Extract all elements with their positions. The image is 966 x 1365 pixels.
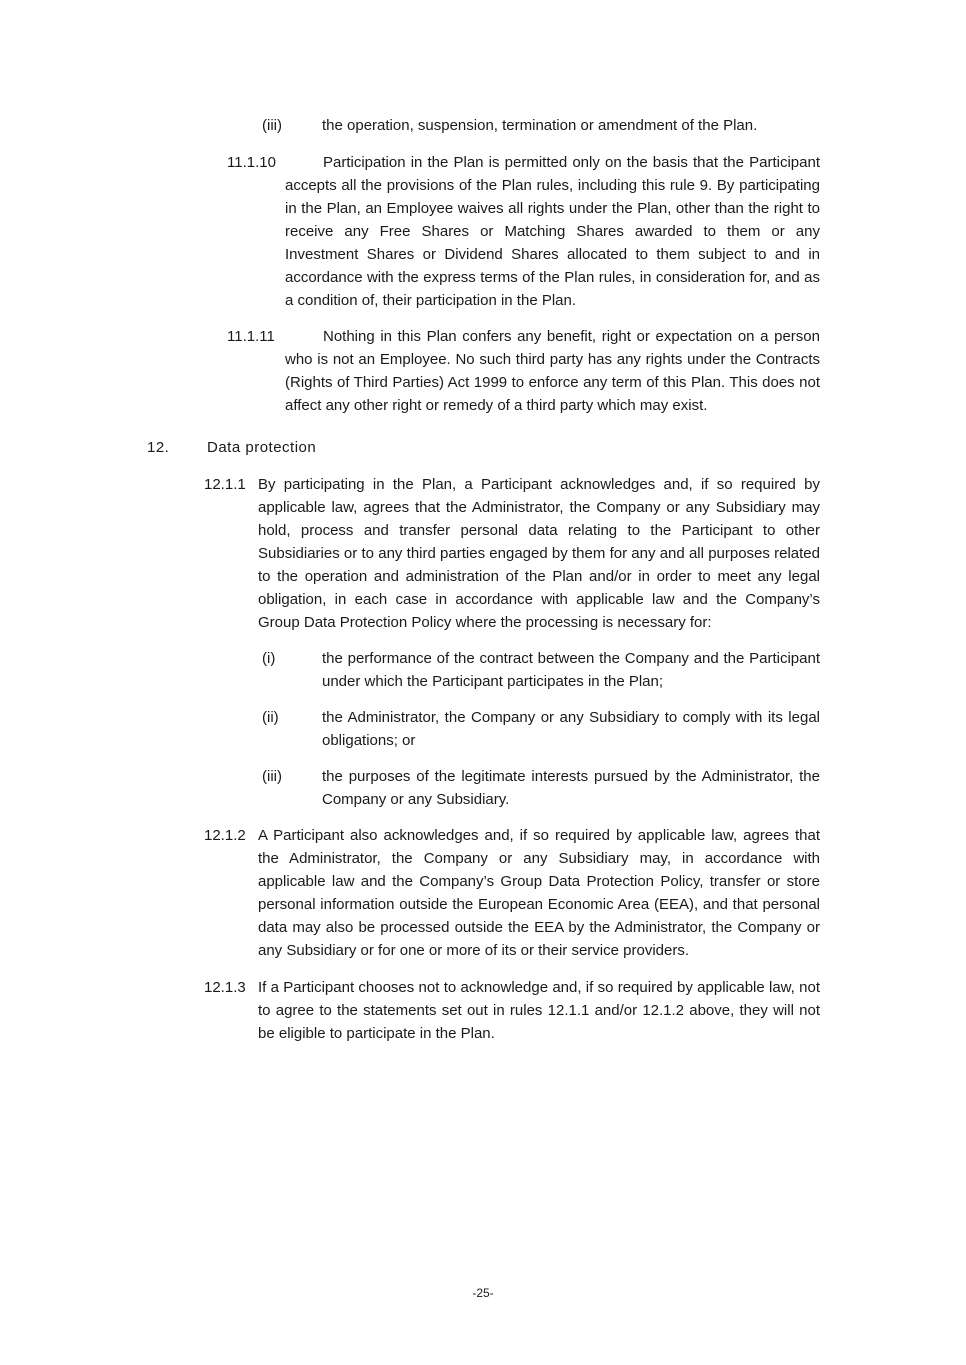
list-marker: (i): [262, 650, 276, 667]
list-marker: (ii): [262, 709, 279, 726]
section-heading-12: [147, 436, 820, 459]
clause-number: 12.1.2: [204, 827, 246, 844]
list-marker: (iii): [262, 768, 282, 785]
clause-11-1-10: [227, 151, 820, 312]
clause-12-1-1: [204, 473, 820, 634]
list-text: the purposes of the legitimate interests pursued by the Administrator, the Company or any Subsidiary.: [322, 768, 820, 808]
clause-number: 12.1.3: [204, 979, 246, 996]
list-item-ii: [262, 706, 820, 752]
list-text: the performance of the contract between the Company and the Participant under which the Participant participates in the Plan;: [322, 650, 820, 690]
clause-text: If a Participant chooses not to acknowledge and, if so required by applicable law, not to agree to the statements set out in rules 12.1.1 and/or 12.1.2 above, they will not be eligible to participate in the Plan.: [258, 979, 820, 1042]
clause-number: 11.1.11: [227, 328, 275, 345]
clause-text: Nothing in this Plan confers any benefit, right or expectation on a person who is not an Employee. No such third party has any rights under the Contracts (Rights of Third Parties) Act 1999 to enforce any term of this Plan. This does not affect any other right or remedy of a third party which may exist.: [285, 328, 820, 414]
section-title: Data protection: [207, 439, 317, 456]
clause-number: 12.1.1: [204, 476, 246, 493]
clause-number: 11.1.10: [227, 154, 276, 171]
section-number: 12.: [147, 439, 170, 456]
list-item-iii: [262, 765, 820, 811]
clause-text: By participating in the Plan, a Participant acknowledges and, if so required by applicable law, agrees that the Administrator, the Company or any Subsidiary may hold, process and transfer personal data relating to the Participant to other Subsidiaries or to any third parties engaged by them for any and all purposes related to the operation and administration of the Plan and/or in order to meet any legal obligation, in each case in accordance with applicable law and the Company’s Group Data Protection Policy where the processing is necessary for:: [258, 476, 820, 631]
list-item-iii-intro: [262, 114, 820, 137]
clause-12-1-2: [204, 824, 820, 962]
list-text: the Administrator, the Company or any Subsidiary to comply with its legal obligations; or: [322, 709, 820, 749]
clause-12-1-3: [204, 976, 820, 1045]
list-item-i: [262, 647, 820, 693]
clause-text: A Participant also acknowledges and, if so required by applicable law, agrees that the Administrator, the Company or any Subsidiary may, in accordance with applicable law and the Company’s Group Data Protection Policy, transfer or store personal information outside the European Economic Area (EEA), and that personal data may also be processed outside the EEA by the Administrator, the Company or any Subsidiary or for one or more of its or their service providers.: [258, 827, 820, 959]
list-text: the operation, suspension, termination or amendment of the Plan.: [322, 117, 758, 134]
list-marker: (iii): [262, 117, 282, 134]
clause-11-1-11: [227, 325, 820, 417]
clause-text: Participation in the Plan is permitted only on the basis that the Participant accepts all the provisions of the Plan rules, including this rule 9. By participating in the Plan, an Employee waives all rights under the Plan, other than the right to receive any Free Shares or Matching Shares awarded to them or any Investment Shares or Dividend Shares allocated to them subject to and in accordance with the express terms of the Plan rules, in consideration for, and as a condition of, their participation in the Plan.: [285, 154, 820, 309]
page-number: -25-: [472, 1286, 494, 1300]
page-footer: [0, 1286, 966, 1301]
